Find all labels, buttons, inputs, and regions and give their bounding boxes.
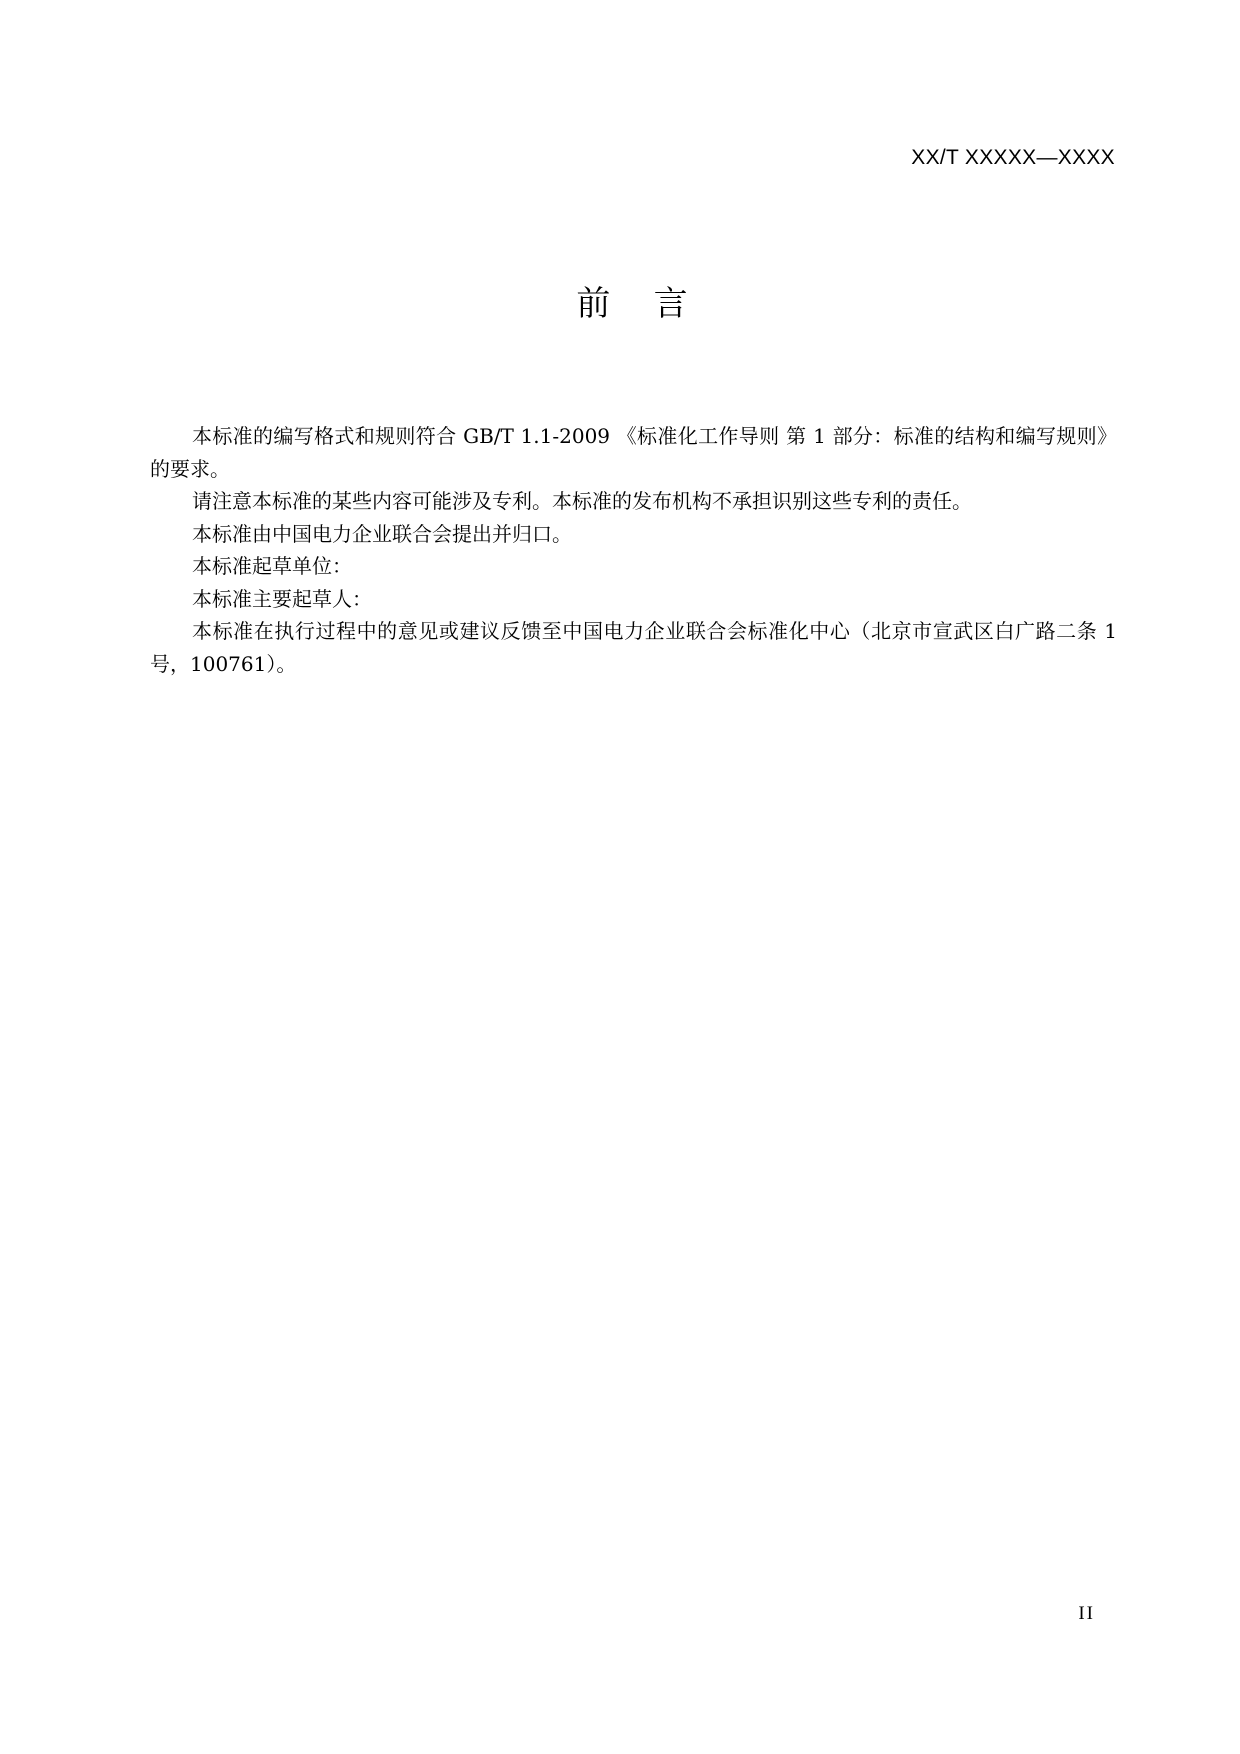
foreword-body xyxy=(150,420,1117,680)
paragraph-patent-notice: 请注意本标准的某些内容可能涉及专利。本标准的发布机构不承担识别这些专利的责任。 xyxy=(192,489,972,513)
paragraph-proposer: 本标准由中国电力企业联合会提出并归口。 xyxy=(192,521,572,546)
paragraph-drafting-units: 本标准起草单位： xyxy=(192,554,352,578)
page-number: II xyxy=(1078,1603,1095,1624)
document-code: XX/T XXXXX—XXXX xyxy=(911,146,1115,169)
paragraph-drafters: 本标准主要起草人： xyxy=(192,586,372,611)
paragraph-feedback-address: 本标准在执行过程中的意见或建议反馈至中国电力企业联合会标准化中心（北京市宣武区白广路二条 1 号，100761）。 xyxy=(150,619,1117,676)
page-title: 前 言 xyxy=(576,284,688,324)
paragraph-format-compliance: 本标准的编写格式和规则符合 GB/T 1.1-2009 《标准化工作导则 第 1 部分：标准的结构和编写规则》的要求。 xyxy=(150,424,1117,481)
